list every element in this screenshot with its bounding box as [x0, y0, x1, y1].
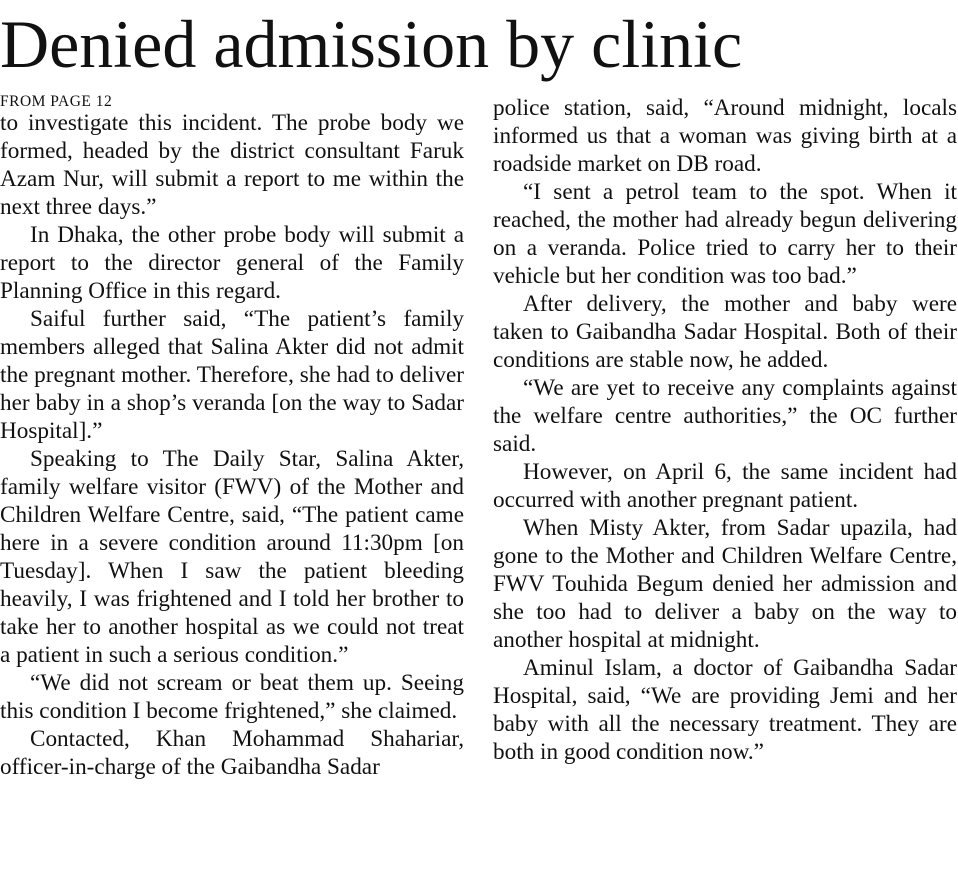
paragraph: When Misty Akter, from Sadar upazila, had gone to the Mother and Children Welfare Centre, FWV Touhida Begum denied her admission and she too had to deliver a baby on the way to another hospital at midnight.	[493, 515, 957, 653]
paragraph: After delivery, the mother and baby were taken to Gaibandha Sadar Hospital. Both of their conditions are stable now, he added.	[493, 291, 957, 373]
headline: Denied admission by clinic	[0, 6, 743, 82]
paragraph: “We are yet to receive any complaints against the welfare centre authorities,” the OC further said.	[493, 375, 957, 457]
right-column	[493, 94, 957, 766]
paragraph: Speaking to The Daily Star, Salina Akter, family welfare visitor (FWV) of the Mother and Children Welfare Centre, said, “The patient came here in a severe condition around 11:30pm [on Tuesday]. When I saw the patient bleeding heavily, I was frightened and I told her brother to take her to another hospital as we could not treat a patient in such a serious condition.”	[0, 446, 464, 668]
paragraph: However, on April 6, the same incident had occurred with another pregnant patient.	[493, 459, 957, 513]
left-column	[0, 94, 464, 781]
paragraph: Contacted, Khan Mohammad Shahariar, officer-in-charge of the Gaibandha Sadar	[0, 726, 464, 780]
jump-label: FROM PAGE 12	[0, 93, 113, 110]
paragraph: “We did not scream or beat them up. Seeing this condition I become frightened,” she claimed.	[0, 670, 464, 724]
paragraph: Saiful further said, “The patient’s family members alleged that Salina Akter did not admit the pregnant mother. Therefore, she had to deliver her baby in a shop’s veranda [on the way to Sadar Hospital].”	[0, 306, 464, 444]
paragraph: police station, said, “Around midnight, locals informed us that a woman was giving birth at a roadside market on DB road.	[493, 95, 957, 177]
paragraph: In Dhaka, the other probe body will submit a report to the director general of the Family Planning Office in this regard.	[0, 222, 464, 304]
paragraph: “I sent a petrol team to the spot. When it reached, the mother had already begun delivering on a veranda. Police tried to carry her to their vehicle but her condition was too bad.”	[493, 179, 957, 289]
paragraph: Aminul Islam, a doctor of Gaibandha Sadar Hospital, said, “We are providing Jemi and her baby with all the necessary treatment. They are both in good condition now.”	[493, 655, 957, 765]
paragraph: to investigate this incident. The probe body we formed, headed by the district consultant Faruk Azam Nur, will submit a report to me within the next three days.”	[0, 110, 464, 220]
